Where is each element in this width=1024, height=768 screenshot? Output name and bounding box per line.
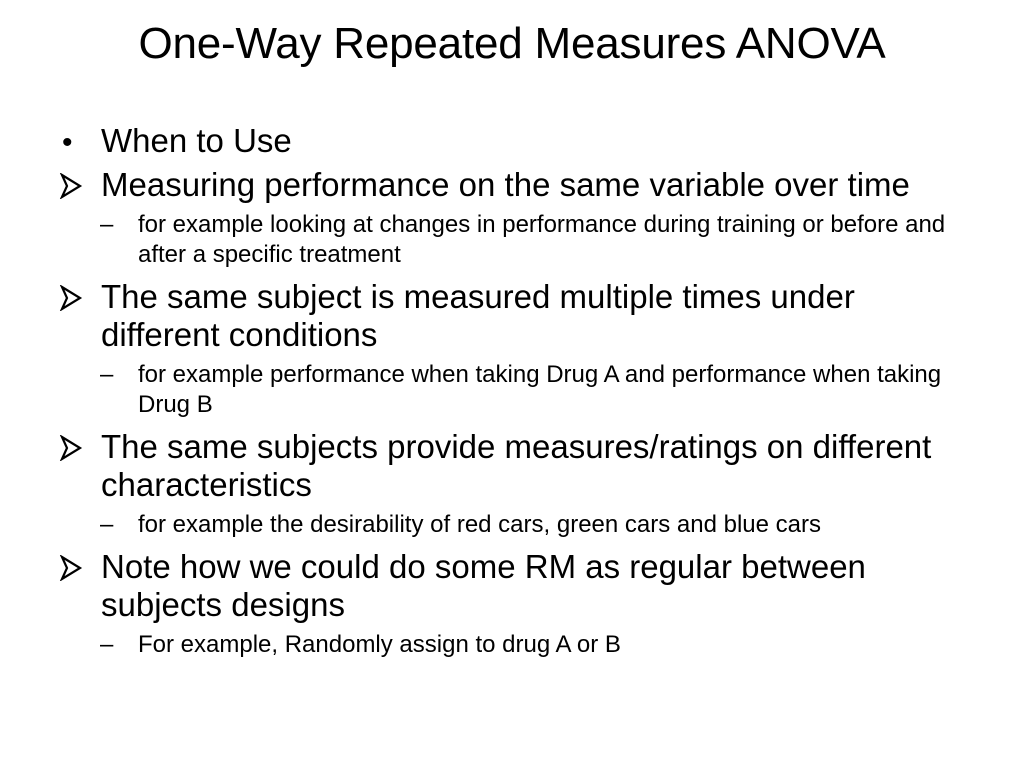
- arrow-bullet-icon: [58, 428, 94, 469]
- dash-bullet-icon: –: [100, 361, 114, 388]
- slide-title: One-Way Repeated Measures ANOVA: [138, 19, 886, 68]
- sub-item-3-text: for example the desirability of red cars, green cars and blue cars: [138, 511, 822, 538]
- sub-item-1: [58, 210, 978, 270]
- sub-item-4: [58, 630, 978, 660]
- dash-bullet-icon: –: [100, 631, 114, 658]
- slide-content: [58, 122, 978, 668]
- arrow-item-3-text: The same subjects provide measures/ratings on different characteristics: [101, 428, 932, 503]
- bullet-when-to-use-text: When to Use: [101, 122, 292, 159]
- arrow-bullet-icon: [58, 548, 94, 589]
- arrow-item-2: [58, 278, 978, 354]
- arrow-item-4: [58, 548, 978, 624]
- arrow-item-4-text: Note how we could do some RM as regular between subjects designs: [101, 548, 866, 623]
- arrow-item-3: [58, 428, 978, 504]
- arrow-item-1: [58, 166, 978, 204]
- arrow-item-2-text: The same subject is measured multiple times under different conditions: [101, 278, 855, 353]
- sub-item-3: [58, 510, 978, 540]
- arrow-bullet-icon: [58, 166, 94, 207]
- sub-item-1-text: for example looking at changes in performance during training or before and after a specific treatment: [138, 211, 946, 268]
- bullet-when-to-use: [58, 122, 978, 160]
- sub-item-4-text: For example, Randomly assign to drug A or B: [138, 631, 621, 658]
- sub-item-2-text: for example performance when taking Drug A and performance when taking Drug B: [138, 361, 942, 418]
- dash-bullet-icon: –: [100, 211, 114, 238]
- bullet-dot-icon: •: [62, 126, 73, 159]
- sub-item-2: [58, 360, 978, 420]
- arrow-item-1-text: Measuring performance on the same variable over time: [101, 166, 910, 203]
- dash-bullet-icon: –: [100, 511, 114, 538]
- arrow-bullet-icon: [58, 278, 94, 319]
